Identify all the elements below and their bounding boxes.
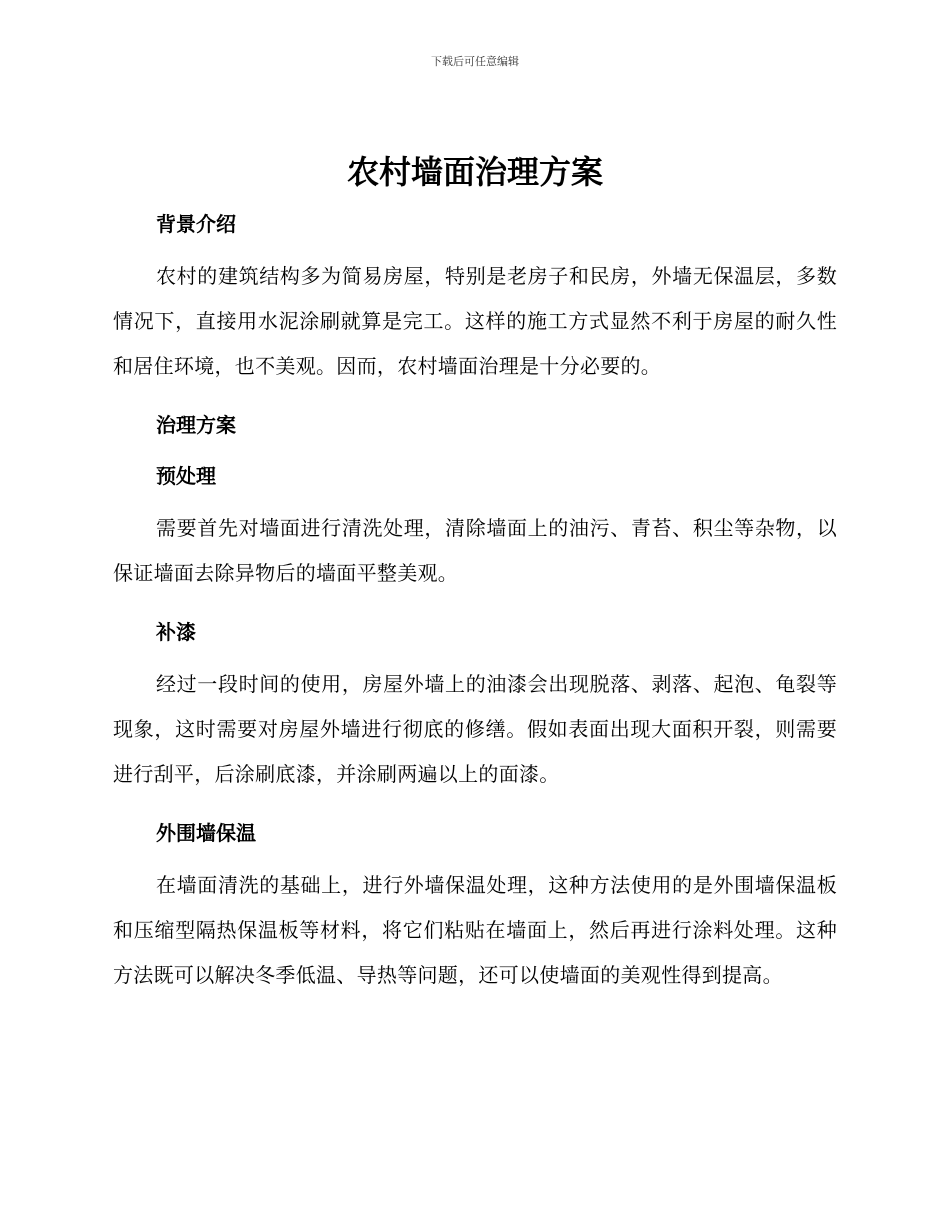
heading-treatment-plan: 治理方案 [156,412,236,437]
paragraph-repaint: 经过一段时间的使用，房屋外墙上的油漆会出现脱落、剥落、起泡、龟裂等现象，这时需要对房屋外墙进行彻底的修缮。假如表面出现大面积开裂，则需要进行刮平，后涂刷底漆，并涂刷两遍以上的面漆。 [113,672,837,786]
paragraph-pretreatment: 需要首先对墙面进行清洗处理，清除墙面上的油污、青苔、积尘等杂物，以保证墙面去除异物后的墙面平整美观。 [113,516,837,585]
paragraph-background: 农村的建筑结构多为简易房屋，特别是老房子和民房，外墙无保温层，多数情况下，直接用水泥涂刷就算是完工。这样的施工方式显然不利于房屋的耐久性和居住环境，也不美观。因而，农村墙面治理是十分必要的。 [113,264,837,378]
heading-background: 背景介绍 [156,211,236,236]
header-note: 下载后可任意编辑 [431,55,519,68]
document-title: 农村墙面治理方案 [346,153,603,191]
heading-wall-insulation: 外围墙保温 [156,820,256,845]
paragraph-wall-insulation: 在墙面清洗的基础上，进行外墙保温处理，这种方法使用的是外围墙保温板和压缩型隔热保温板等材料，将它们粘贴在墙面上，然后再进行涂料处理。这种方法既可以解决冬季低温、导热等问题，还可以使墙面的美观性得到提高。 [113,873,837,987]
heading-pretreatment: 预处理 [156,463,216,488]
heading-repaint: 补漆 [156,619,196,644]
document-body [113,203,837,1013]
